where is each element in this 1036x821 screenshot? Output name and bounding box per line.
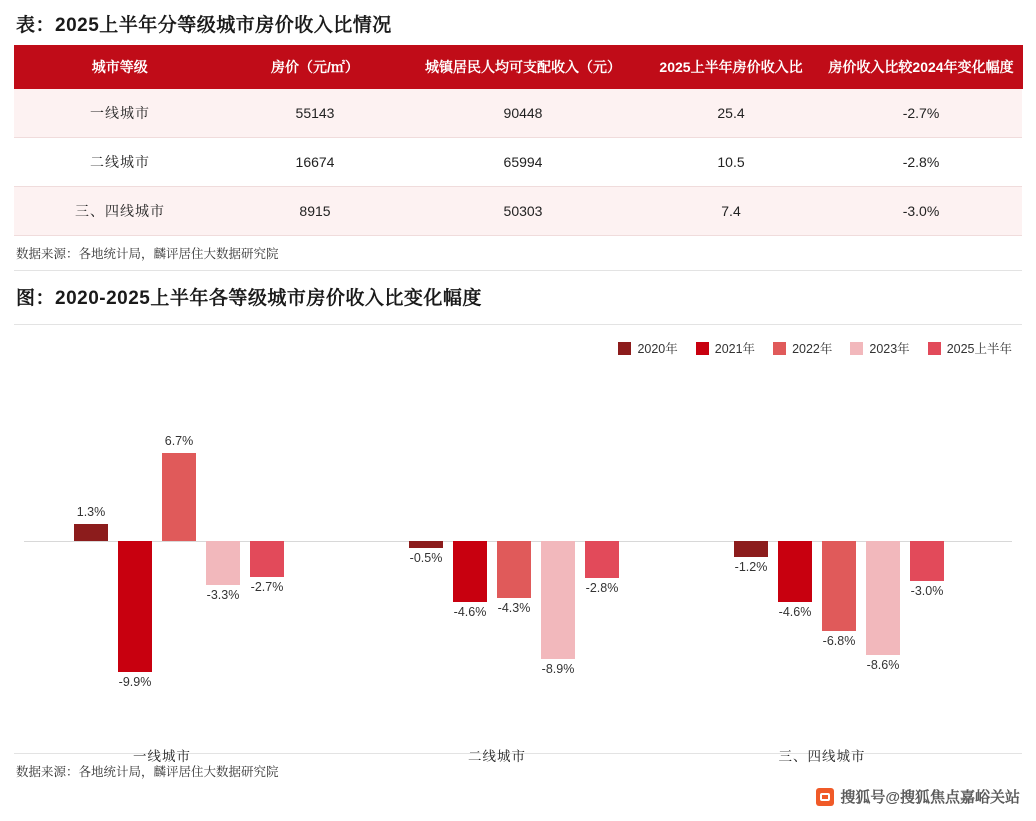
cell-income: 90448 [404, 89, 642, 138]
bar-value-label: 1.3% [76, 505, 106, 520]
legend-swatch-icon [773, 342, 786, 355]
bar-value-label: -2.8% [585, 581, 619, 596]
cell-income: 50303 [404, 187, 642, 236]
table-row [14, 187, 1022, 236]
cell-change: -3.0% [820, 187, 1022, 236]
chart-top-divider [14, 324, 1022, 325]
chart-legend [618, 339, 1012, 357]
bar-group [74, 371, 294, 701]
legend-label: 2020年 [637, 342, 678, 357]
bar-value-label: -1.2% [734, 560, 768, 575]
sohu-logo-icon [816, 788, 834, 806]
legend-label: 2021年 [714, 342, 756, 357]
legend-swatch-icon [618, 342, 631, 355]
cell-price: 8915 [226, 187, 404, 236]
cell-ratio: 7.4 [642, 187, 820, 236]
legend-swatch-icon [850, 342, 863, 355]
cell-change: -2.7% [820, 89, 1022, 138]
cell-city: 二线城市 [14, 138, 226, 187]
table-title-text: 2025上半年分等级城市房价收入比情况 [55, 15, 392, 36]
cell-ratio: 10.5 [642, 138, 820, 187]
bar-group [409, 371, 629, 701]
bar-value-label: -2.7% [250, 579, 284, 594]
bar-rect [453, 541, 487, 602]
cell-city: 三、四线城市 [14, 187, 226, 236]
cell-price: 16674 [226, 138, 404, 187]
bar-value-label: -4.3% [497, 601, 531, 616]
cell-ratio: 25.4 [642, 89, 820, 138]
bar-rect [585, 541, 619, 578]
bar-rect [118, 541, 152, 672]
cell-income: 65994 [404, 138, 642, 187]
legend-item [696, 339, 755, 357]
chart-section-title [14, 273, 1022, 318]
watermark-text: 搜狐号@搜狐焦点嘉峪关站 [840, 789, 1020, 806]
chart-plot-area [14, 371, 1022, 765]
cell-change: -2.8% [820, 138, 1022, 187]
bar-rect [250, 541, 284, 577]
col-header-price: 房价（元/㎡） [226, 45, 404, 89]
legend-item [928, 339, 1012, 357]
section-divider [14, 270, 1022, 271]
category-label: 三、四线城市 [778, 749, 866, 765]
chart-title-label: 图： [16, 288, 56, 310]
bar-rect [541, 541, 575, 658]
bar-rect [206, 541, 240, 585]
table-row [14, 138, 1022, 187]
legend-item [850, 339, 909, 357]
bar-value-label: 6.7% [164, 433, 194, 448]
bar-rect [778, 541, 812, 602]
bar-value-label: -0.5% [409, 550, 443, 565]
bar-value-label: -3.3% [206, 587, 240, 602]
bar-rect [866, 541, 900, 655]
bar-value-label: -8.9% [541, 661, 575, 676]
bar-rect [409, 541, 443, 548]
col-header-ratio: 2025上半年房价收入比 [642, 45, 820, 89]
table-section-title [14, 0, 1022, 45]
house-price-income-table [14, 45, 1023, 236]
bar-value-label: -4.6% [453, 605, 487, 620]
legend-swatch-icon [928, 342, 941, 355]
bar-chart [14, 329, 1022, 765]
legend-label: 2023年 [869, 342, 910, 357]
bar-value-label: -6.8% [822, 634, 856, 649]
watermark [816, 786, 1020, 807]
bar-rect [162, 453, 196, 541]
bar-value-label: -9.9% [118, 674, 152, 689]
bar-value-label: -3.0% [910, 583, 944, 598]
table-row [14, 89, 1022, 138]
chart-source-note: 数据来源：各地统计局，麟评居住大数据研究院 [16, 765, 279, 780]
bar-rect [822, 541, 856, 631]
col-header-city-level: 城市等级 [14, 45, 226, 89]
bar-rect [734, 541, 768, 557]
table-header-row [14, 45, 1022, 89]
bar-value-label: -8.6% [866, 657, 900, 672]
bar-rect [910, 541, 944, 581]
legend-label: 2022年 [792, 342, 833, 357]
bar-rect [74, 524, 108, 541]
legend-item [618, 339, 677, 357]
cell-city: 一线城市 [14, 89, 226, 138]
col-header-change: 房价收入比较2024年变化幅度 [820, 45, 1022, 89]
chart-title-text: 2020-2025上半年各等级城市房价收入比变化幅度 [55, 288, 482, 310]
table-title-label: 表： [16, 15, 56, 36]
category-label: 二线城市 [468, 749, 526, 765]
legend-swatch-icon [696, 342, 709, 355]
legend-label: 2025上半年 [946, 342, 1012, 357]
table-source-note: 数据来源：各地统计局，麟评居住大数据研究院 [16, 247, 279, 262]
category-label: 一线城市 [133, 749, 191, 765]
bar-group [734, 371, 954, 701]
legend-item [773, 339, 832, 357]
col-header-income: 城镇居民人均可支配收入（元） [404, 45, 642, 89]
bar-rect [497, 541, 531, 598]
bar-value-label: -4.6% [778, 605, 812, 620]
cell-price: 55143 [226, 89, 404, 138]
